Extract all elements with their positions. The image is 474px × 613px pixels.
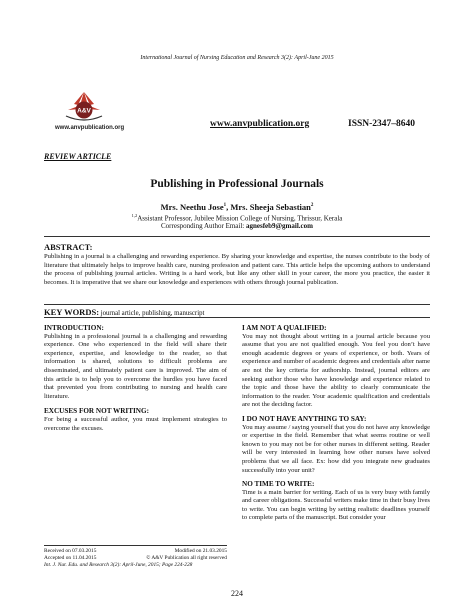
- footnote-divider: [44, 545, 227, 546]
- publisher-website-link[interactable]: www.anvpublication.org: [210, 119, 310, 129]
- section-text: You may not thought about writing in a journal article because you assume that you are not qualified enough. You feel you don’t have enough academic degrees or years of experience, or both. Years of experience and number of academic degrees and credentials after name are not the key criteria for authorship. Instead, journal editors are seeking author those who have knowledge and experience related to the topic and those have the ability to clearly communicate the information to the reader. Your academic qualification and credentials are not the deciding factor.: [242, 332, 431, 409]
- corresponding-author: [0, 222, 474, 230]
- article-title: Publishing in Professional Journals: [150, 178, 324, 190]
- citation: Int. J. Nur. Edu. and Research 3(2): April-June, 2015; Page 224-228: [44, 562, 193, 569]
- section-heading: INTRODUCTION:: [44, 324, 104, 332]
- section-heading: I AM NOT A QUALIFIED:: [242, 324, 327, 332]
- keywords: [44, 307, 204, 317]
- affiliation: [0, 213, 474, 222]
- author-1: Mrs. Neethu Jose: [160, 202, 224, 212]
- section-text: You may assume / saying yourself that you do not have any knowledge or expertise in the field. Remember that what seems routine or well known to you may not be for other nurses in different setting. Reader will be very interested in learning how other nurses have solved problems that we all face. Ex: how did you integrate new graduates successfully into your unit?: [242, 423, 430, 474]
- page-number: 224: [231, 589, 243, 598]
- section-text: Time is a main barrier for writing. Each of us is very busy with family and career obligations. Successful writers make time in their busy lives to write. You can begin writing by setting realistic deadlines yourself to complete parts of the manuscript. But consider your: [242, 488, 430, 522]
- corr-label: Corresponding Author Email:: [161, 222, 245, 230]
- logo-url: www.anvpublication.org: [55, 125, 125, 131]
- modified-date: Modified on 21.03.2015: [174, 548, 227, 554]
- accepted-date: Accepted on 11.04.2015: [44, 555, 97, 562]
- right-column: [242, 324, 430, 523]
- corr-email[interactable]: agnesfeb9@gmail.com: [245, 222, 313, 230]
- keywords-text: journal article, publishing, manuscript: [100, 310, 205, 317]
- copyright: © A&V Publication all right reserved: [146, 555, 227, 562]
- author-line: [0, 202, 474, 212]
- abstract-text: Publishing in a journal is a challenging and rewarding experience. By sharing your knowledge and expertise, the nurses contribute to the body of literature that ultimately helps to improve health care, nursing profession and patient care. This article helps the upcoming authors to understand the process of publishing journal articles. Writing is a hard work, but like any other skill in your career, the more you practice, the easier it becomes. It is imperative that we share our knowledge and experiences with others through journal publication.: [44, 253, 430, 286]
- section-heading: EXCUSES FOR NOT WRITING:: [44, 407, 149, 416]
- divider: [44, 236, 430, 237]
- author-2: , Mrs. Sheeja Sebastian: [226, 202, 311, 212]
- article-type: REVIEW ARTICLE: [44, 152, 112, 161]
- divider: [44, 317, 430, 318]
- received-date: Received on 07.03.2015: [44, 548, 97, 554]
- section-text: For being a successful author, you must implement strategies to overcome the excuses.: [44, 415, 227, 432]
- section-heading: NO TIME TO WRITE:: [242, 480, 315, 489]
- footnote: [44, 548, 227, 570]
- author-1-sup: 1: [223, 203, 227, 209]
- divider: [44, 304, 430, 305]
- affiliation-sup: 1,2: [131, 213, 138, 218]
- publisher-logo: [50, 88, 118, 130]
- keywords-label: KEY WORDS:: [44, 307, 100, 317]
- issn: ISSN-2347–8640: [348, 119, 416, 129]
- logo-text: A&V: [77, 107, 91, 115]
- affiliation-text: Assistant Professor, Jubilee Mission College of Nursing, Thrissur, Kerala: [137, 214, 343, 223]
- section-text: Publishing in a professional journal is a challenging and rewarding experience. One who experienced in the field will share their experience, expertise, and knowledge to the reader, so that information is shared, solutions to difficult problems are disseminated, and ultimately patient care is improved. The aim of this article is to help you to overcome the hurdles you have faced that prevented you from contributing to nursing and health care literature.: [44, 332, 227, 400]
- journal-header: International Journal of Nursing Education and Research 3(2): April-June 2015: [140, 55, 334, 61]
- section-heading: I DO NOT HAVE ANYTHING TO SAY:: [242, 414, 367, 423]
- left-column: [44, 324, 227, 433]
- abstract-heading: ABSTRACT:: [44, 242, 93, 252]
- author-2-sup: 2: [310, 203, 314, 209]
